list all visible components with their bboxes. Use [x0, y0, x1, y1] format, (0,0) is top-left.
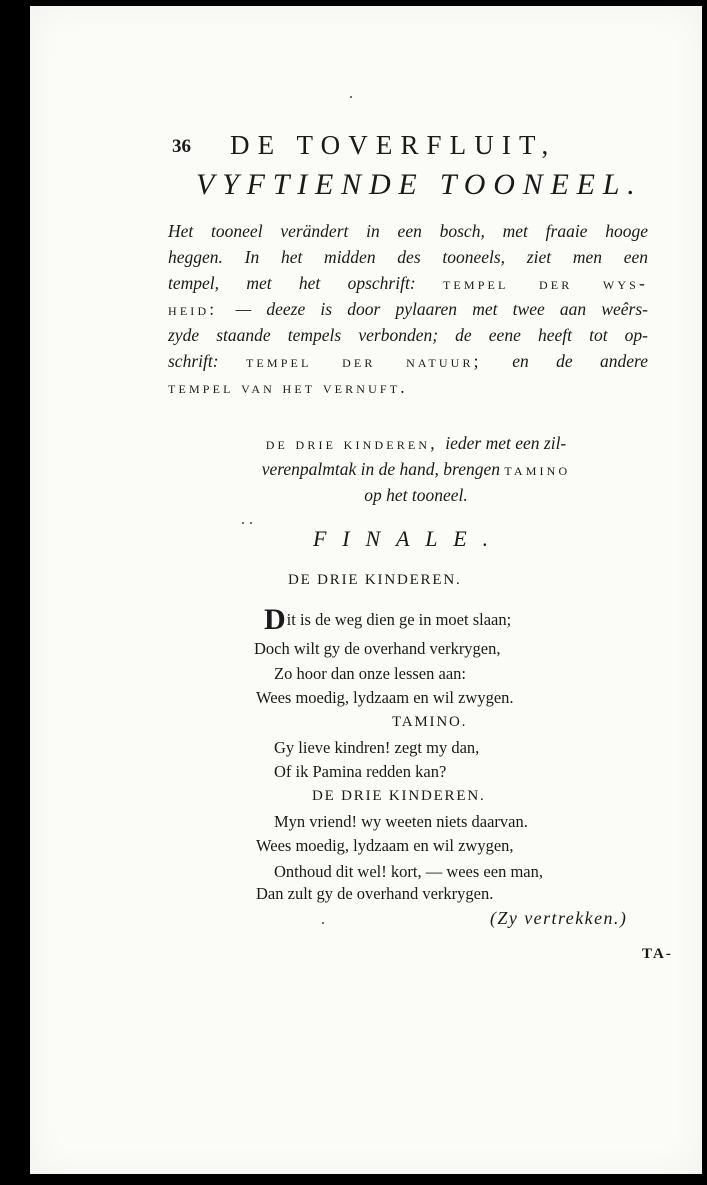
speaker-tamino: TAMINO.	[392, 714, 468, 730]
verse-line: Myn vriend! wy weeten niets daarvan.	[274, 812, 528, 831]
stage-direction	[168, 218, 648, 400]
italic-text: verenpalmtak in de hand, brengen	[261, 459, 505, 479]
drop-cap: D	[264, 603, 286, 636]
verse-line: Doch wilt gy de overhand verkrygen,	[254, 639, 501, 658]
verse-line: Wees moedig, lydzaam en wil zwygen,	[256, 836, 514, 855]
italic-text: heggen. In het midden des tooneels, ziet men een	[168, 247, 648, 267]
speaker-children: DE DRIE KINDEREN.	[288, 572, 462, 588]
ink-speck	[350, 96, 352, 98]
verse-line: Gy lieve kindren! zegt my dan,	[274, 738, 480, 757]
italic-text: ieder met een zil-	[445, 433, 567, 453]
ink-speck	[242, 522, 244, 524]
small-caps-text: tempel der wys-	[442, 273, 648, 293]
finale-heading: FINALE.	[313, 526, 504, 551]
scene-title: VYFTIENDE TOONEEL.	[196, 168, 643, 201]
verse-line: Zo hoor dan onze lessen aan:	[274, 664, 466, 683]
stage-direction-line	[168, 374, 648, 400]
page-number: 36	[172, 136, 191, 157]
ink-speck	[250, 522, 252, 524]
entrance-line	[206, 430, 626, 456]
italic-text: Het tooneel verändert in een bosch, met fraaie hooge	[168, 221, 648, 241]
italic-text: op het tooneel.	[364, 485, 468, 505]
exit-direction: (Zy vertrekken.)	[490, 908, 628, 928]
small-caps-text: tempel der natuur;	[245, 351, 513, 371]
verse-line: Dan zult gy de overhand verkrygen.	[256, 884, 494, 903]
stage-direction-line	[168, 348, 648, 374]
catchword: TA-	[642, 946, 674, 962]
italic-text: zyde staande tempels verbonden; de eene heeft tot op-	[168, 325, 648, 345]
verse-line	[264, 603, 512, 636]
stage-direction-line	[168, 296, 648, 322]
entrance-direction	[206, 430, 626, 508]
italic-text: — deeze is door pylaaren met twee aan weêrs-	[235, 299, 648, 319]
small-caps-text: tamino	[504, 459, 571, 479]
verse-line-text: it is de weg dien ge in moet slaan;	[286, 610, 512, 629]
small-caps-text: heid:	[168, 299, 236, 319]
stage-direction-line	[168, 270, 648, 296]
small-caps-text: tempel van het vernuft.	[168, 377, 408, 397]
italic-text: en de andere	[512, 351, 648, 371]
ink-speck	[322, 922, 324, 924]
stage-direction-line	[168, 218, 648, 244]
italic-text: tempel, met het opschrift:	[168, 273, 443, 293]
verse-line: Onthoud dit wel! kort, — wees een man,	[274, 862, 543, 881]
italic-text: schrift:	[168, 351, 246, 371]
entrance-line	[206, 456, 626, 482]
entrance-line	[206, 482, 626, 508]
verse-line: Of ik Pamina redden kan?	[274, 762, 447, 781]
verse-line: Wees moedig, lydzaam en wil zwygen.	[256, 688, 514, 707]
stage-direction-line	[168, 322, 648, 348]
book-page	[30, 6, 702, 1174]
speaker-children: DE DRIE KINDEREN.	[312, 788, 486, 804]
small-caps-text: de drie kinderen,	[265, 433, 446, 453]
running-title: DE TOVERFLUIT,	[230, 130, 557, 160]
stage-direction-line	[168, 244, 648, 270]
